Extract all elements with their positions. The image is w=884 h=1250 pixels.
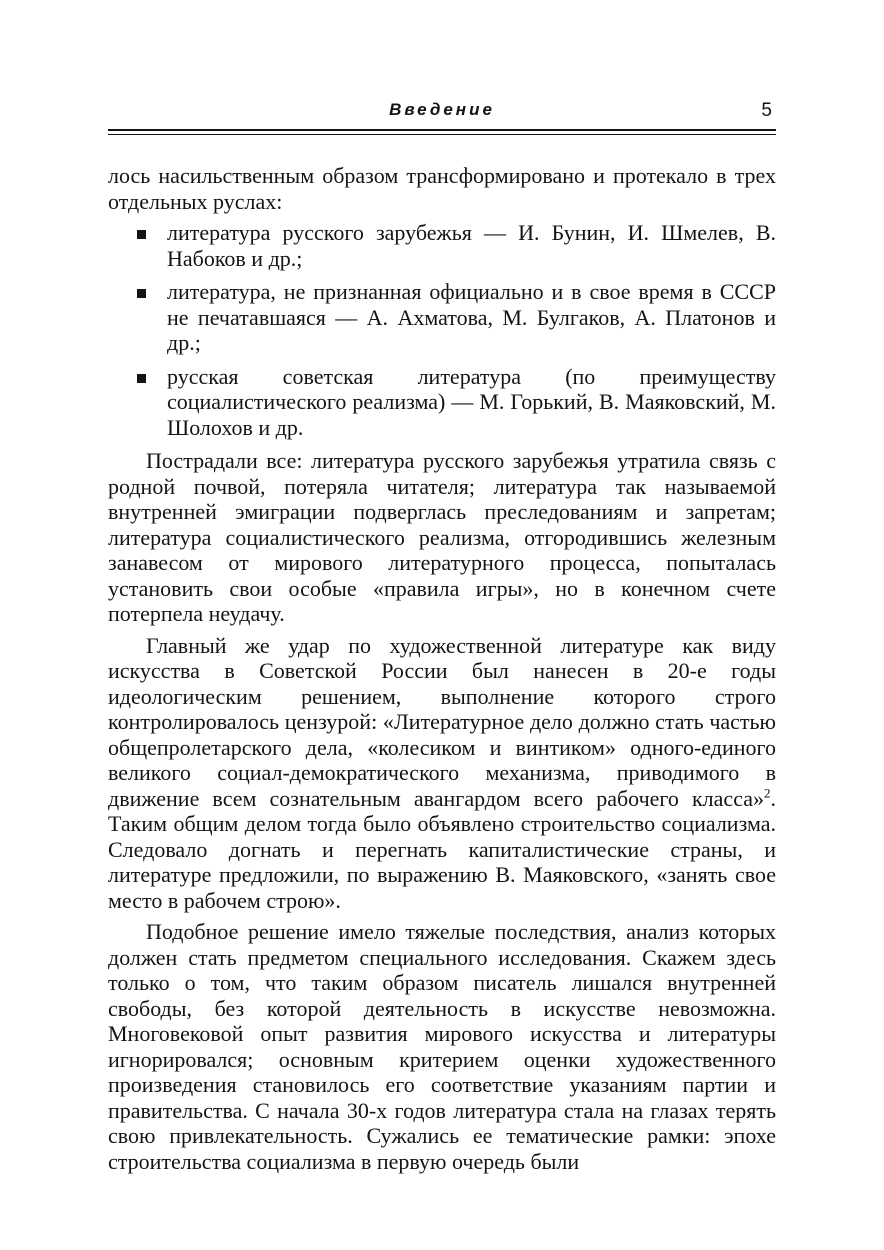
list-item (108, 279, 776, 356)
paragraph-2-continuation: . Таким общим делом тогда было объявлено строительство социализма. Следовало догнать и перегнать капиталистические страны, и литературе предложили, по выражению В. Маяковского, «занять свое место в рабочем строю». (108, 785, 776, 913)
running-header (108, 100, 776, 126)
list-item (108, 364, 776, 441)
bullet-list (108, 220, 776, 440)
chapter-title: Введение (389, 100, 495, 119)
square-bullet-icon (137, 374, 146, 383)
list-item-text: литература, не признанная официально и в свое время в СССР не печатавшаяся — А. Ахматова, М. Булгаков, А. Платонов и др.; (167, 279, 776, 355)
header-rule-top (108, 129, 776, 131)
paragraph-2-text: Главный же удар по художественной литературе как виду искусства в Советской России был нанесен в 20-е годы идеологическим решением, выполнение которого строго контролировалось цензурой: «Литературное дело должно стать частью общепролетарского дела, «колесиком и винтиком» одного-единого великого социал-демократического механизма, приводимого в движение всем сознательным авангардом всего рабочего класса» (108, 632, 776, 811)
header-rule-bottom (108, 134, 776, 135)
list-item-text: литература русского зарубежья — И. Бунин, И. Шмелев, В. Набоков и др.; (167, 220, 776, 271)
paragraph-1: Пострадали все: литература русского зарубежья утратила связь с родной почвой, потеряла читателя; литература так называемой внутренней эмиграции подверглась преследованиям и запретам; литература социалистического реализма, отгородившись железным занавесом от мирового литературного процесса, попыталась установить свои особые «правила игры», но в конечном счете потерпела неудачу. (108, 448, 776, 626)
footnote-marker: 2 (764, 785, 771, 801)
page-number: 5 (761, 100, 772, 121)
paragraph-2 (108, 633, 776, 914)
list-item-text: русская советская литература (по преимуществу социалистического реализма) — М. Горький, В. Маяковский, М. Шолохов и др. (167, 363, 776, 440)
square-bullet-icon (137, 289, 146, 298)
list-item (108, 220, 776, 271)
intro-paragraph: лось насильственным образом трансформировано и протекало в трех отдельных руслах: (108, 163, 776, 214)
square-bullet-icon (137, 230, 146, 239)
paragraph-3: Подобное решение имело тяжелые последствия, анализ которых должен стать предметом специального исследования. Скажем здесь только о том, что таким образом писатель лишался внутренней свободы, без которой деятельность в искусстве невозможна. Многовековой опыт развития мирового искусства и литературы игнорировался; основным критерием оценки художественного произведения становилось его соответствие указаниям партии и правительства. С начала 30-х годов литература стала на глазах терять свою привлекательность. Сужались ее тематические рамки: эпохе строительства социализма в первую очередь были (108, 919, 776, 1174)
main-text (108, 163, 776, 1180)
